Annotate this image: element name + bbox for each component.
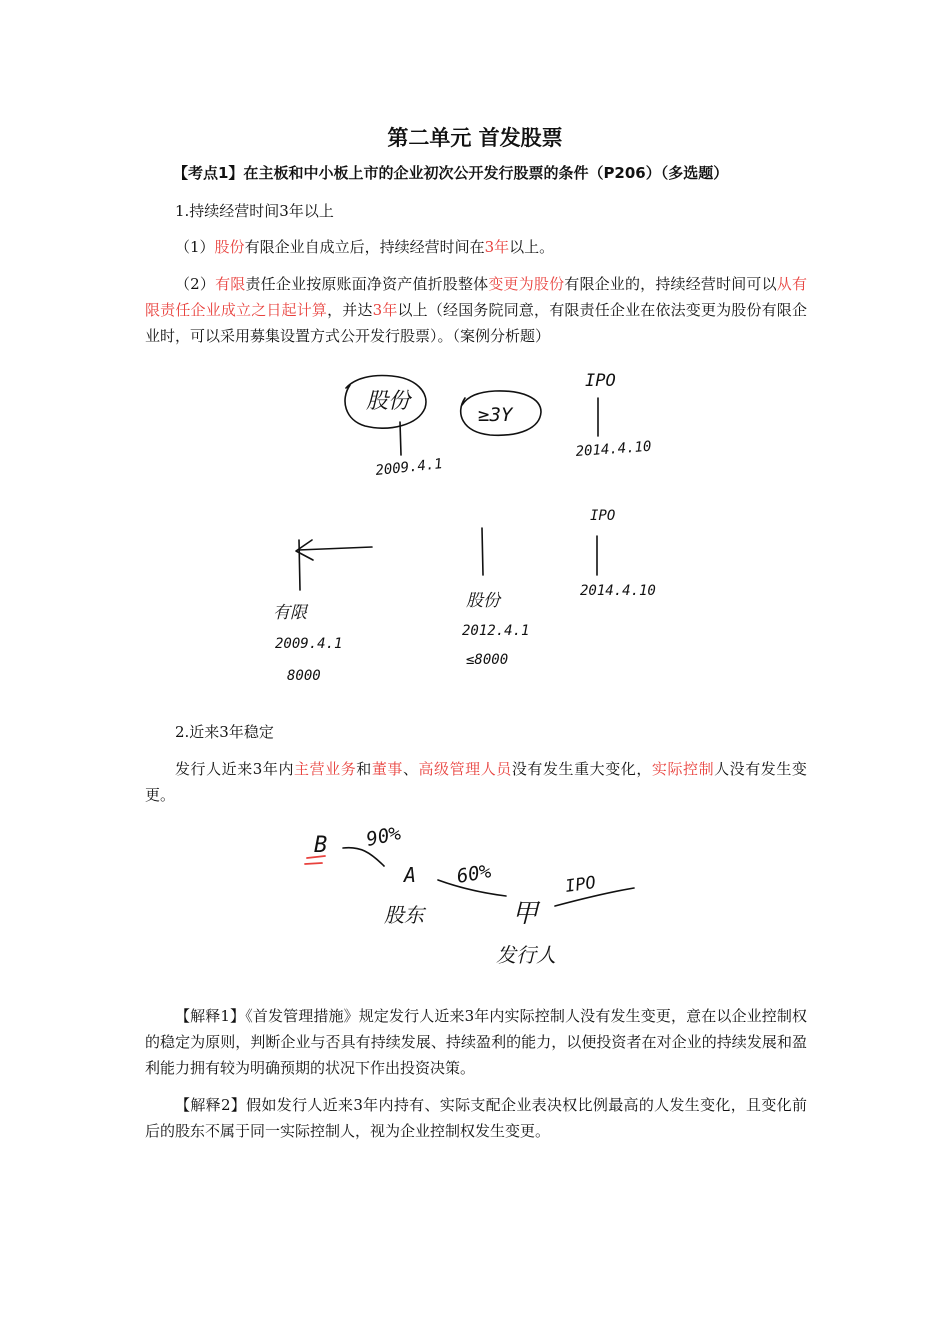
item2-text4: 以上（经国务院同意，有限责任企业在依法变更为股份有限企业时，可以采用募集设置方式公开发行股票）。（案例分析题）: [145, 301, 807, 345]
item2-text1: 责任企业按原账面净资产值折股整体: [245, 275, 489, 293]
item1-red2: 3年: [484, 238, 510, 256]
label-gudong: 股东: [384, 903, 424, 927]
item2-red3: 从有限责任企业成立之日起计算: [145, 275, 807, 319]
s2-red2: 董事: [371, 760, 403, 778]
s2-text4: 没有发生重大变化，: [511, 760, 652, 778]
explain2-label: 【解释2】: [175, 1096, 247, 1114]
label-jia: 甲: [512, 899, 539, 929]
circle-b-label: ≥3Y: [478, 404, 513, 426]
date-e-label: 2014.4.10: [580, 583, 656, 599]
date-d-label: 2012.4.1: [462, 623, 530, 639]
item2-text3: ，并达: [327, 301, 373, 319]
date-c-label: 2009.4.1: [275, 636, 343, 652]
label-faxingren: 发行人: [496, 943, 556, 967]
amount-d-label: ≤8000: [466, 652, 509, 668]
s2-red3: 高级管理人员: [418, 760, 512, 778]
item2-red1: 有限: [215, 275, 246, 293]
label-a: A: [404, 863, 417, 887]
item1-text1: 有限企业自成立后，持续经营时间在: [244, 238, 485, 256]
explain2-text: 假如发行人近来3年内持有、实际支配企业表决权比例最高的人发生变化，且变化前后的股东不属于同一实际控制人，视为企业控制权发生变更。: [145, 1096, 807, 1140]
link-b-a: [343, 848, 384, 866]
date-b-label: 2014.4.10: [575, 438, 652, 460]
pct-2-label: 60%: [455, 860, 493, 888]
label-b: B: [314, 833, 328, 858]
ipo-2-label: IPO: [590, 508, 616, 524]
s2-text1: 发行人近来3年内: [175, 760, 295, 778]
youxian-label: 有限: [273, 603, 307, 623]
section2-heading: 2.近来3年稳定: [175, 723, 274, 741]
pct-1-label: 90%: [364, 822, 403, 851]
item2-prefix: （2）: [175, 275, 216, 293]
explain2-para: [145, 1092, 807, 1144]
item2-red4: 3年: [372, 301, 398, 319]
s2-red1: 主营业务: [294, 760, 357, 778]
page-title: 第二单元 首发股票: [387, 126, 563, 150]
item1-prefix: （1）: [175, 238, 215, 256]
amount-c-label: 8000: [287, 668, 321, 684]
red-underline-2: [305, 863, 322, 864]
explain1-para: [145, 1003, 807, 1081]
label-ipo: IPO: [563, 872, 598, 897]
item2-red2: 变更为股份: [488, 275, 565, 293]
exam-point-heading: 【考点1】在主板和中小板上市的企业初次公开发行股票的条件（P206）（多选题）: [173, 164, 729, 182]
item1-red1: 股份: [214, 238, 245, 256]
s2-text2: 和: [356, 760, 372, 778]
item2-text2: 有限企业的，持续经营时间可以: [564, 275, 777, 293]
explain1-text: 《首发管理措施》规定发行人近来3年内实际控制人没有发生变更，意在以企业控制权的稳定为原则，判断企业与否具有持续发展、持续盈利的能力，以便投资者在对企业的持续发展和盈利能力拥有较为明确预期的状况下作出投资决策。: [145, 1007, 807, 1077]
date-a-label: 2009.4.1: [374, 456, 444, 479]
item1-text2: 以上。: [509, 238, 555, 256]
s2-text5: 人没有发生变更。: [145, 760, 807, 804]
ipo-1-label: IPO: [585, 371, 616, 391]
section1-heading: 1.持续经营时间3年以上: [175, 202, 334, 220]
s2-red4: 实际控制: [651, 760, 715, 778]
s2-text3: 、: [402, 760, 419, 778]
explain1-label: 【解释1】: [175, 1007, 246, 1025]
circle-a-label: 股份: [366, 389, 411, 414]
gufen-label: 股份: [466, 591, 500, 611]
